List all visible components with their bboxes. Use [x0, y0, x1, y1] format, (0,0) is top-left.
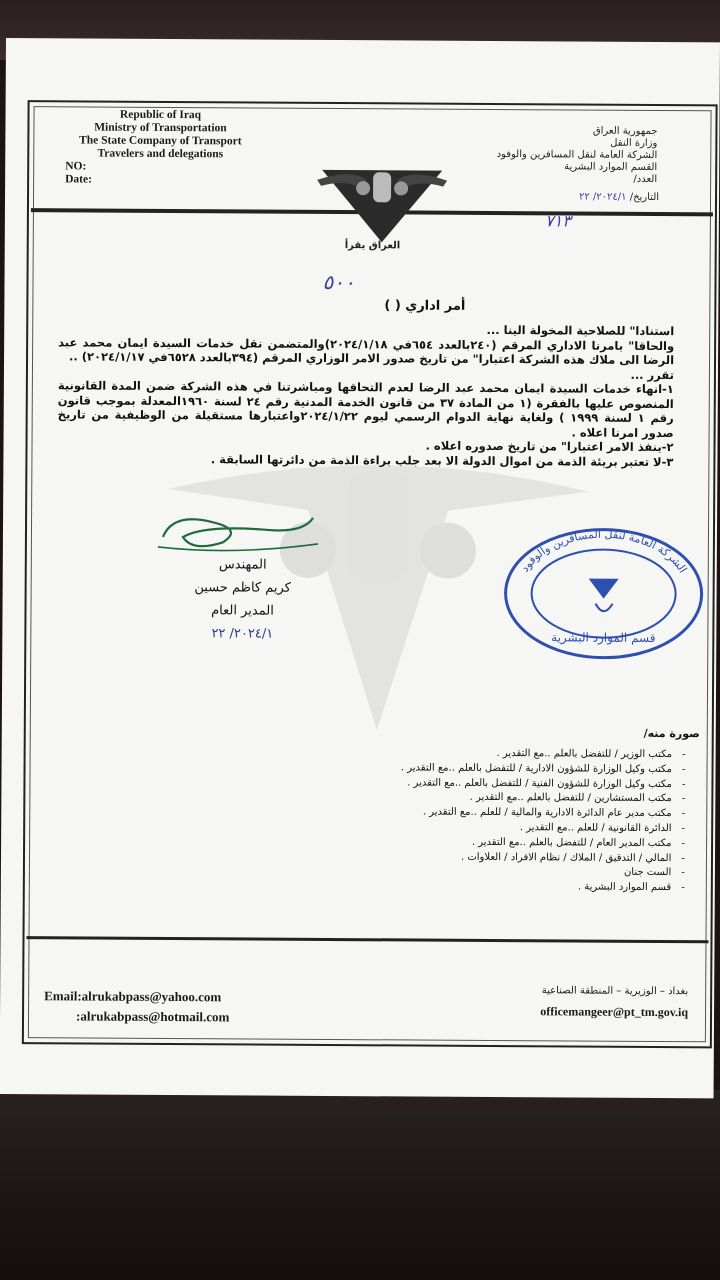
country-name-ar: جمهورية العراق [592, 125, 658, 137]
cc-item: - مكتب وكيل الوزارة للشؤون الادارية / للتفضل بالعلم ..مع التقدير . [385, 761, 685, 778]
footer-emails [44, 986, 230, 1027]
cc-item: - الست جنان [385, 865, 685, 882]
body-paragraph: تقرر ... [630, 367, 674, 382]
cc-item: - مكتب المستشارين / للتفضل بالعلم ..مع التقدير . [385, 791, 685, 808]
country-name: Republic of Iraq [119, 108, 202, 122]
number-label: NO: [65, 160, 87, 173]
footer-email-yahoo: Email:alrukabpass@yahoo.com [44, 988, 222, 1005]
footer-address-text: بغداد – الوزيرية – المنطقة الصناعية [541, 985, 689, 998]
date-value-ar: ٢٠٢٤/١/ ٢٢ [578, 191, 627, 203]
number-label-ar: العدد/ [633, 173, 658, 185]
body-paragraph: والحاقا" بامرنا الاداري المرقم (٢٤٠بالعدد ٦٥٤في ٢٠٢٤/١/١٨)والمتضمن نقل خدمات السيدة ايمان محمد عبد الرضا الى ملاك هذه الشركة اعتبارا" من تاريخ صدور الامر الوزاري المرقم (٣٩٤بالعدد ٦٥٢٨في ٢٠٢٤/١/١٧) .. [58, 334, 675, 368]
handwritten-number: ٧١٣ [545, 211, 571, 231]
division-name-ar: القسم الموارد البشرية [564, 161, 658, 173]
stamp-text-top: الشركة العامة لنقل المسافرين والوفود [518, 527, 690, 576]
signatory-position: المدير العام [211, 603, 274, 619]
date-label-ar: التاريخ/ [629, 191, 660, 203]
body-paragraph: استنادا" للصلاحية المخولة الينا ... [486, 322, 675, 339]
order-title: أمر اداري ( ) [384, 298, 466, 314]
cc-title: صورة منه/ [643, 726, 700, 741]
company-name: The State Company of Transport [79, 134, 242, 148]
body-paragraph: ١-انهاء خدمات السيدة ايمان محمد عبد الرضا لعدم التحاقها ومباشرتنا في هذه الشركة ضمن المدة القانونية المنصوص عليها بالفقرة (١ من المادة ٣٧ من قانون الخدمة المدنية رقم ٢٤ لسنة ١٩٦٠المعدلة بموجب قانون رقم ١ لسنة ١٩٩٩ ) ولغاية نهاية الدوام الرسمي ليوم ٢٠٢٤/١/٢٢واعتبارها مستقيلة من الوظيفية من تاريخ صدور امرنا اعلاه . [57, 378, 674, 440]
ministry-name: Ministry of Transportation [94, 121, 227, 135]
cc-item: - المالي / التدقيق / الملاك / نظام الافراد / العلاوات . [385, 850, 685, 867]
signature-date: ٢٠٢٤/١/ ٢٢ [211, 626, 274, 642]
cc-item: - مكتب وكيل الوزارة للشؤون الفنية / للتفضل بالعلم ..مع التقدير . [385, 776, 685, 793]
signatory-name: كريم كاظم حسين [194, 580, 291, 596]
footer-email-hotmail: :alrukabpass@hotmail.com [75, 1008, 230, 1025]
body-paragraph: ٣-لا تعتبر بريئة الذمة من اموال الدولة الا بعد جلب براءة الذمة من دائرتها السابقة . [210, 451, 674, 469]
cc-item: - مكتب المدير العام / للتفضل بالعلم ..مع التقدير . [385, 835, 685, 852]
cc-list [385, 746, 686, 896]
cc-item: - مكتب الوزير / للتفضل بالعلم ..مع التقدير . [386, 746, 686, 763]
logo-caption: العراق يقرأ [344, 240, 401, 252]
order-body [57, 320, 674, 469]
division-name: Travelers and delegations [97, 147, 224, 161]
date-line-ar [579, 192, 659, 203]
order-number: ٥٠٠ [322, 269, 355, 295]
letterhead-arabic [437, 125, 657, 186]
ministry-name-ar: وزارة النقل [610, 137, 658, 149]
stamp-text-bottom: قسم الموارد البشرية [551, 630, 656, 645]
date-label: Date: [65, 173, 93, 186]
official-stamp [500, 523, 707, 664]
footer-address [448, 981, 688, 1022]
cc-item: - قسم الموارد البشرية . [385, 880, 685, 897]
signature-block [172, 553, 313, 646]
background-bottom [0, 1090, 720, 1280]
cc-item: - مكتب مدير عام الدائرة الادارية والمالية / للعلم ..مع التقدير . [385, 806, 685, 823]
signatory-title: المهندس [218, 557, 267, 573]
company-name-ar: الشركة العامة لنقل المسافرين والوفود [496, 148, 658, 161]
body-paragraph: ٢-ينفذ الامر اعتبارا" من تاريخ صدوره اعلاه . [425, 438, 674, 455]
cc-item: - الدائرة القانونية / للعلم ..مع التقدير . [385, 820, 685, 837]
document-page [0, 38, 720, 1098]
footer-email-office: officemangeer@pt_tm.gov.iq [540, 1004, 689, 1020]
letterhead-english [45, 108, 275, 187]
